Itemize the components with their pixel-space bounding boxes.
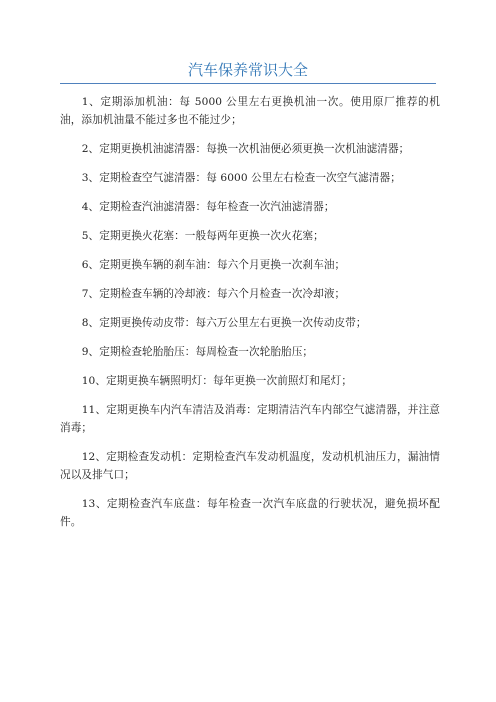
list-item: 9、定期检查轮胎胎压：每周检查一次轮胎胎压；: [81, 346, 314, 358]
list-item: 11、定期更换车内汽车清洁及消毒：定期清洁汽车内部空气滤清器，并注意消毒；: [60, 404, 440, 434]
list-item: 1、定期添加机油：每 5000 公里左右更换机油一次。使用原厂推荐的机油，添加机油量不能过多也不能过少；: [60, 96, 440, 126]
list-item: 5、定期更换火花塞：一般每两年更换一次火花塞；: [81, 230, 324, 242]
list-item: 12、定期检查发动机：定期检查汽车发动机温度，发动机机油压力，漏油情况以及排气口；: [60, 451, 440, 481]
list-item: 7、定期检查车辆的冷却液：每六个月检查一次冷却液；: [81, 288, 346, 300]
list-item: 10、定期更换车辆照明灯：每年更换一次前照灯和尾灯；: [81, 375, 353, 387]
list-item: 4、定期检查汽油滤清器：每年检查一次汽油滤清器；: [81, 201, 335, 213]
document-title: 汽车保养常识大全: [187, 61, 308, 79]
list-item: 2、定期更换机油滤清器：每换一次机油便必须更换一次机油滤清器；: [81, 143, 410, 155]
title-underline: [60, 83, 436, 84]
document-body: [60, 93, 440, 542]
list-item: 3、定期检查空气滤清器：每 6000 公里左右检查一次空气滤清器；: [81, 172, 401, 184]
list-item: 13、定期检查汽车底盘：每年检查一次汽车底盘的行驶状况，避免损坏配件。: [60, 498, 440, 528]
list-item: 6、定期更换车辆的刹车油：每六个月更换一次刹车油；: [81, 259, 346, 271]
list-item: 8、定期更换传动皮带：每六万公里左右更换一次传动皮带；: [81, 317, 367, 329]
